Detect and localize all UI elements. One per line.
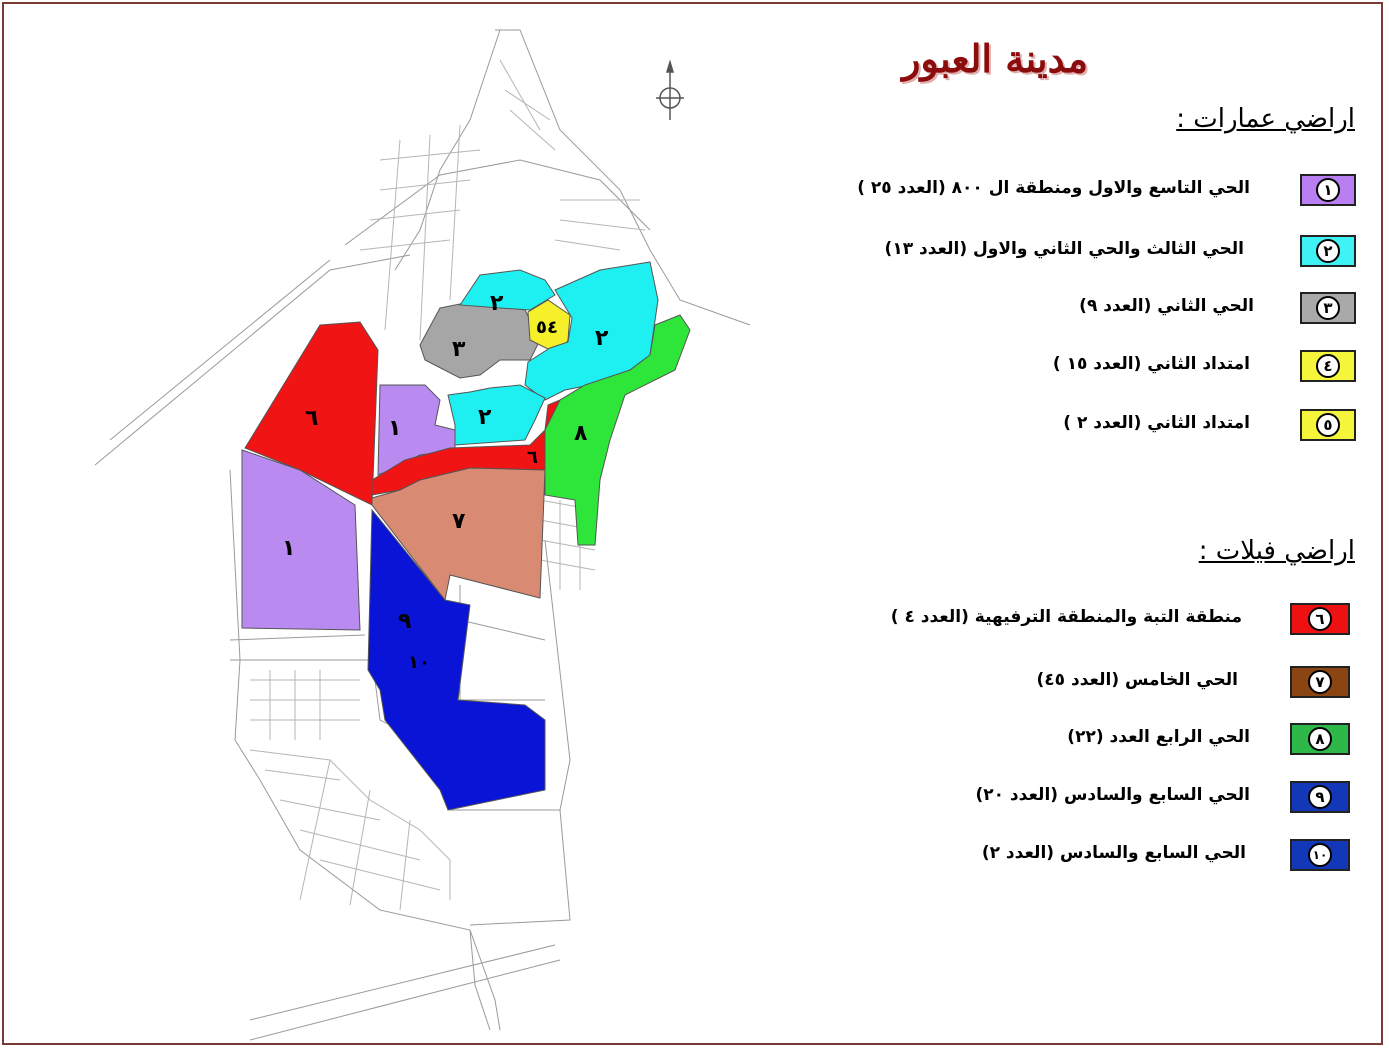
zone-label: ١ [388, 416, 402, 441]
villas-heading: اراضي فيلات : [1198, 536, 1355, 566]
legend-item [860, 723, 1350, 759]
legend-swatch [1300, 350, 1356, 382]
legend-swatch [1290, 603, 1350, 635]
legend-label: الحي التاسع والاول ومنطقة ال ٨٠٠ (العدد ٢٥ ) [857, 178, 1250, 198]
map-title: مدينة العبور [902, 36, 1088, 81]
legend-label: الحي السابع والسادس (العدد ٢٠) [975, 785, 1250, 805]
zone-label: ٥٤ [536, 317, 558, 338]
legend-label: الحي الثالث والحي الثاني والاول (العدد ١٣) [884, 239, 1244, 259]
zone-label: ٢ [595, 326, 609, 351]
legend-label: الحي الثاني (العدد ٩) [1079, 296, 1254, 316]
zone-label: ٦ [527, 447, 538, 468]
legend-badge: ١ [1316, 178, 1340, 202]
legend-label: الحي الرابع العدد (٢٢) [1067, 727, 1250, 747]
legend-item [857, 174, 1356, 210]
legend-swatch [1290, 723, 1350, 755]
north-arrow-icon [656, 62, 684, 120]
legend-swatch [1290, 839, 1350, 871]
zone-label: ١ [282, 536, 296, 561]
legend-item [860, 839, 1350, 875]
legend-item [860, 781, 1350, 817]
legend-badge: ٥ [1316, 413, 1340, 437]
apartments-heading: اراضي عمارات : [1176, 104, 1355, 134]
zone-label: ٨ [574, 421, 588, 446]
zone-2-south [448, 385, 545, 445]
legend-item [860, 666, 1350, 702]
legend-item [860, 409, 1356, 445]
legend-badge: ٣ [1316, 296, 1340, 320]
legend-label: الحي الخامس (العدد ٤٥) [1036, 670, 1238, 690]
legend-badge: ٤ [1316, 354, 1340, 378]
zones [242, 262, 690, 810]
zone-label: ٢ [478, 405, 492, 430]
legend-item [860, 603, 1350, 639]
legend-swatch [1290, 666, 1350, 698]
zone-label: ٢ [490, 291, 504, 316]
legend-label: امتداد الثاني (العدد ٢ ) [1063, 413, 1250, 433]
legend-item [860, 235, 1356, 271]
legend-swatch [1290, 781, 1350, 813]
legend-label: امتداد الثاني (العدد ١٥ ) [1052, 354, 1250, 374]
legend-swatch [1300, 174, 1356, 206]
zone-label: ٣ [452, 337, 466, 362]
legend-badge: ٦ [1308, 607, 1332, 631]
legend-badge: ٨ [1308, 727, 1332, 751]
zone-3 [420, 302, 540, 378]
zone-label: ٦ [305, 406, 319, 431]
zone-label: ٧ [452, 509, 466, 534]
legend-badge: ٧ [1308, 670, 1332, 694]
zone-label: ٩ [398, 609, 412, 634]
legend-badge: ٩ [1308, 785, 1332, 809]
legend-badge: ٢ [1316, 239, 1340, 263]
legend-swatch [1300, 235, 1356, 267]
legend-badge: ١٠ [1308, 843, 1332, 867]
zone-label: ١٠ [408, 652, 430, 673]
legend-item [860, 292, 1356, 328]
legend-swatch [1300, 409, 1356, 441]
legend-label: منطقة التبة والمنطقة الترفيهية (العدد ٤ ) [890, 607, 1242, 627]
legend-swatch [1300, 292, 1356, 324]
legend-label: الحي السابع والسادس (العدد ٢) [981, 843, 1246, 863]
legend-item [860, 350, 1356, 386]
